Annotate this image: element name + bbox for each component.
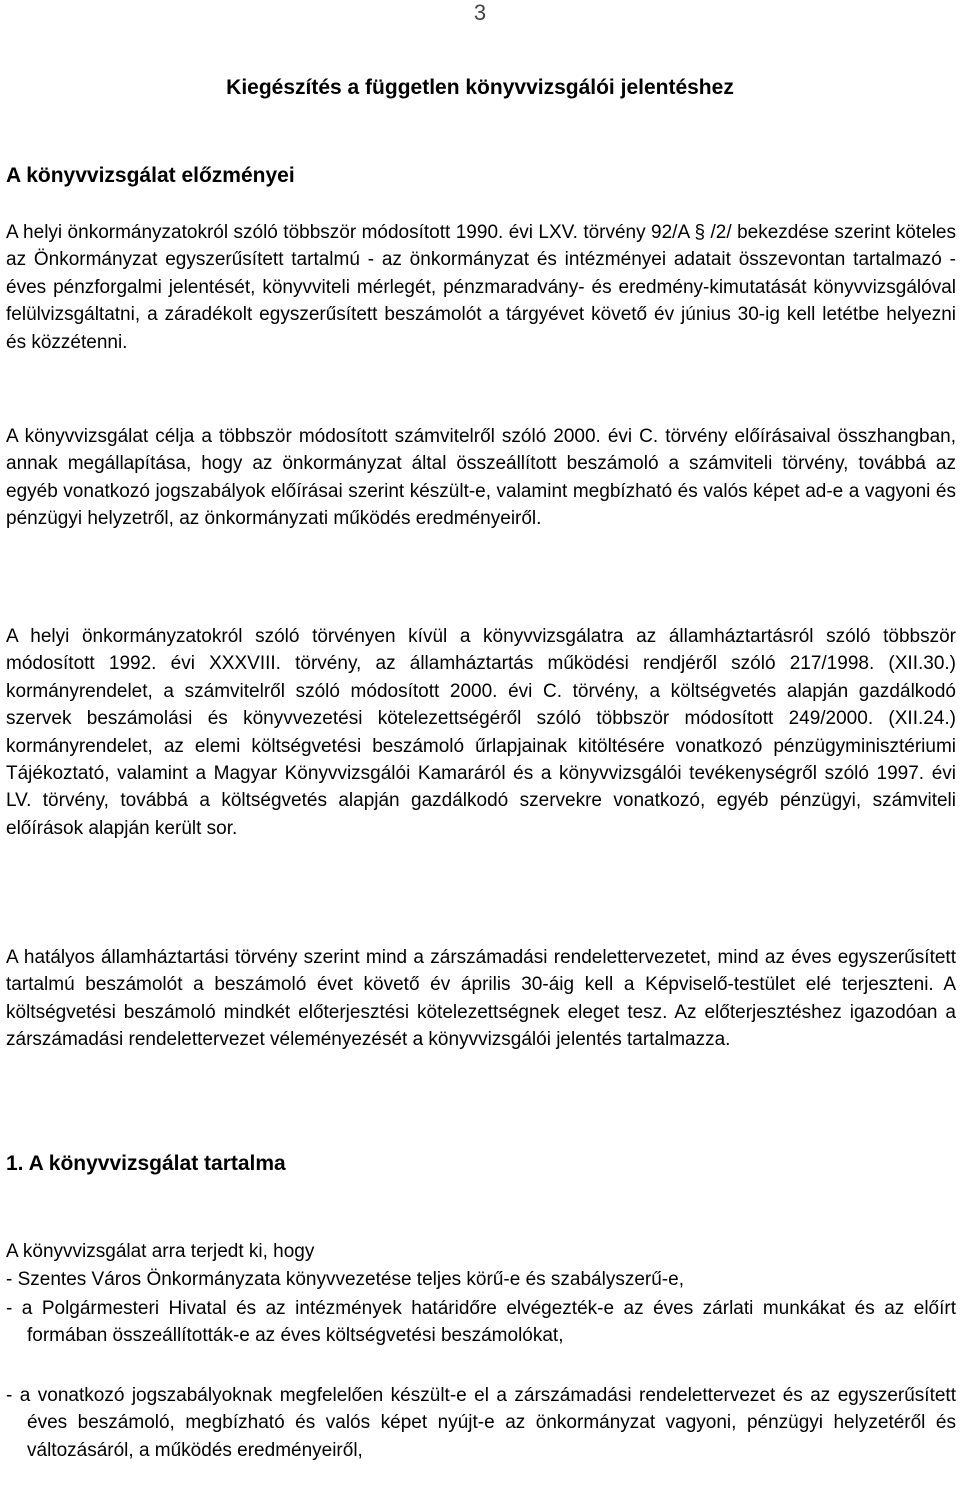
paragraph-legal-basis: A helyi önkormányzatokról szóló többször módosított 1990. évi LXV. törvény 92/A § /2/ bekezdése szerint köteles az Önkormányzat egyszerűsített tartalmú - az önkormányzat és intézményei adatait összevontan tartalmazó - éves pénzforgalmi jelentését, könyvviteli mérlegét, pénzmaradvány- és eredmény-kimutatását könyvvizsgálóval felülvizsgáltatni, a záradékolt egyszerűsített beszámolót a tárgyévet követő év június 30-ig kell letétbe helyezni és közzétenni. bbox=[6, 222, 956, 353]
paragraph-audit-purpose: A könyvvizsgálat célja a többször módosított számvitelről szóló 2000. évi C. törvény előírásaival összhangban, annak megállapítása, hogy az önkormányzat által összeállított beszámoló a számviteli törvény, továbbá az egyéb vonatkozó jogszabályok előírásai szerint készült-e, valamint megbízható és valós képet ad-e a vagyoni és pénzügyi helyzetről, az önkormányzati működés eredményeiről. bbox=[6, 426, 956, 530]
list-item: - a Polgármesteri Hivatal és az intézmények határidőre elvégezték-e az éves zárlati munkákat és az előírt formában összeállították-e az éves költségvetési beszámolókat, bbox=[6, 1298, 956, 1347]
paragraph-applicable-laws: A helyi önkormányzatokról szóló törvényen kívül a könyvvizsgálatra az államháztartásról szóló többször módosított 1992. évi XXXVIII. törvény, az államháztartás működési rendjéről szóló 217/1998. (XII.30.) kormányrendelet, a számvitelről szóló módosított 2000. évi C. törvény, a költségvetés alapján gazdálkodó szervek beszámolási és könyvvezetési kötelezettségéről szóló többször módosított 249/2000. (XII.24.) kormányrendelet, az elemi költségvetési beszámoló űrlapjainak kitöltésére vonatkozó pénzügyminisztériumi Tájékoztató, valamint a Magyar Könyvvizsgálói Kamaráról és a könyvvizsgálói tevékenységről szóló 1997. évi LV. törvény, továbbá a költségvetés alapján gazdálkodó szervekre vonatkozó, egyéb pénzügyi, számviteli előírások alapján került sor. bbox=[6, 626, 956, 839]
section-heading-content: 1. A könyvvizsgálat tartalma bbox=[6, 1152, 286, 1175]
paragraph-submission-rules: A hatályos államháztartási törvény szerint mind a zárszámadási rendelettervezetet, mind az éves egyszerűsített tartalmú beszámolót a beszámoló évet követő év április 30-áig kell a Képviselő-testület elé terjeszteni. A költségvetési beszámoló mindkét előterjesztési kötelezettségnek eleget tesz. Az előterjesztéshez igazodóan a zárszámadási rendelettervezet véleményezését a könyvvizsgálói jelentés tartalmazza. bbox=[6, 947, 956, 1051]
list-item: - a vonatkozó jogszabályoknak megfelelően készült-e el a zárszámadási rendelettervezet és az egyszerűsített éves beszámoló, megbízható és valós képet nyújt-e az önkormányzat vagyoni, pénzügyi helyzetéről és változásáról, a működés eredményeiről, bbox=[6, 1385, 956, 1461]
content-intro: A könyvvizsgálat arra terjedt ki, hogy bbox=[6, 1241, 315, 1262]
section-heading-history: A könyvvizsgálat előzményei bbox=[6, 164, 295, 187]
list-item: - Szentes Város Önkormányzata könyvvezetése teljes körű-e és szabályszerű-e, bbox=[6, 1269, 684, 1290]
page-number: 3 bbox=[473, 0, 487, 25]
document-title: Kiegészítés a független könyvvizsgálói jelentéshez bbox=[226, 76, 734, 99]
